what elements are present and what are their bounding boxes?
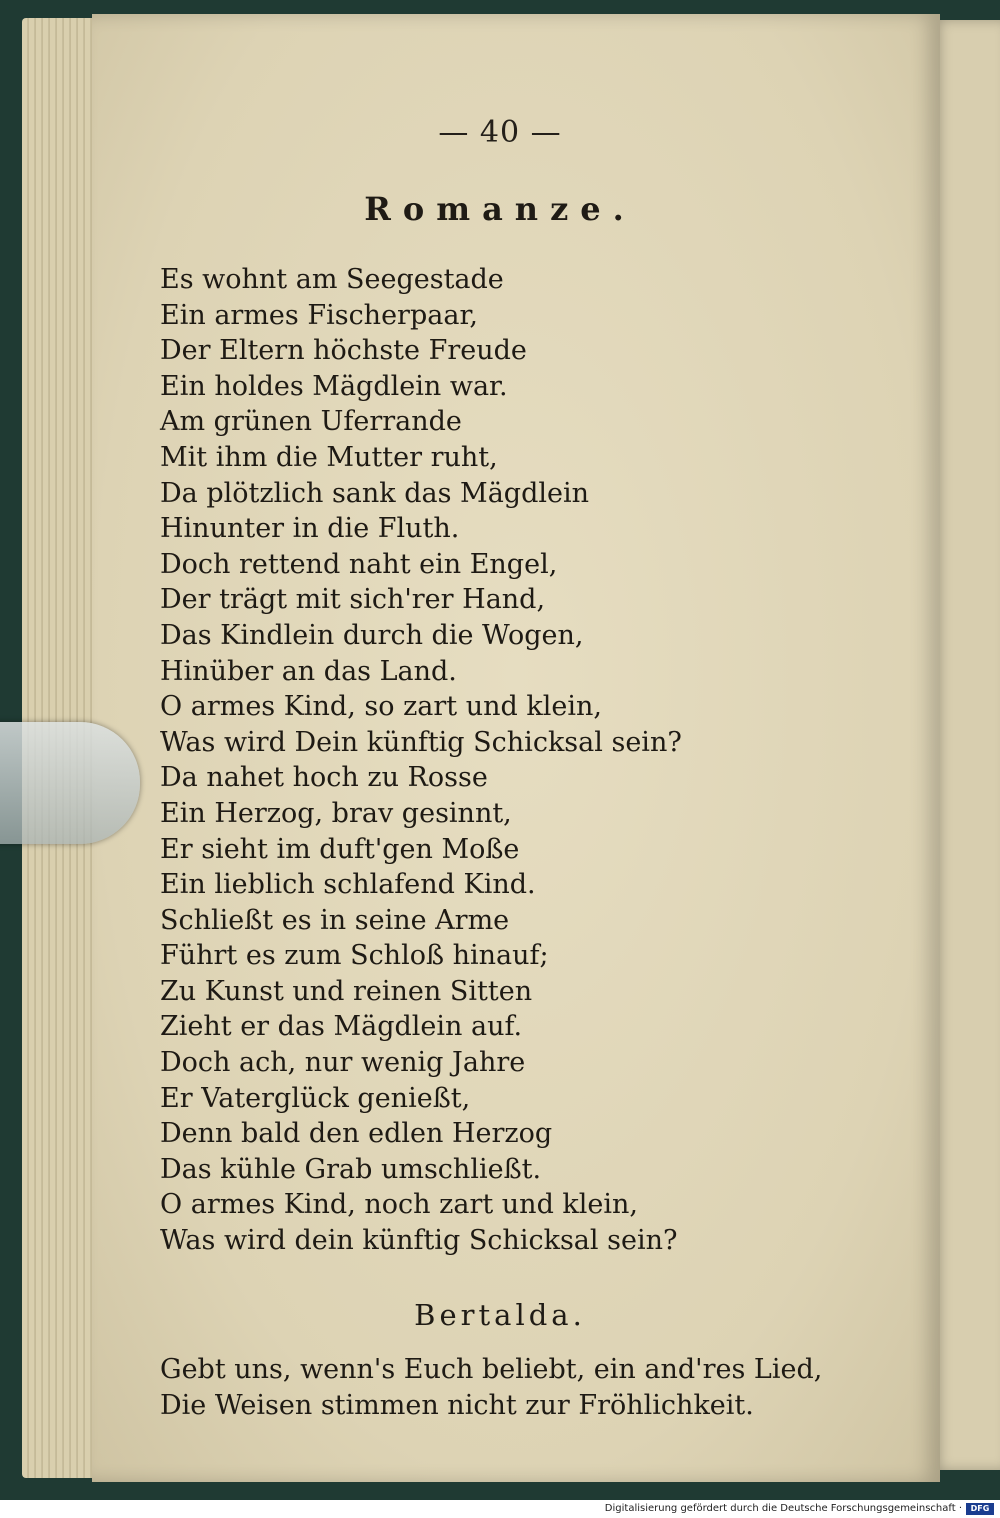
poem-line: Das Kindlein durch die Wogen, (160, 619, 584, 651)
poem-line: Ein Herzog, brav gesinnt, (160, 797, 512, 829)
credit-bar (0, 1500, 1000, 1518)
dfg-logo: DFG (966, 1503, 994, 1515)
poem-line: Zu Kunst und reinen Sitten (160, 975, 533, 1007)
poem-line: Es wohnt am Seegestade (160, 264, 504, 295)
poem-line: Da nahet hoch zu Rosse (160, 762, 488, 794)
poem-line: O armes Kind, noch zart und klein, (160, 1189, 639, 1221)
poem-line: Denn bald den edlen Herzog (160, 1118, 553, 1150)
poem-line: Er Vaterglück genießt, (160, 1082, 471, 1114)
poem-line: Was wird Dein künftig Schicksal sein? (160, 726, 682, 758)
poem-line: Führt es zum Schloß hinauf; (160, 940, 549, 972)
poem-line: Ein holdes Mägdlein war. (160, 370, 508, 402)
poem-line: Der Eltern höchste Freude (160, 335, 527, 367)
poem-line: Ein lieblich schlafend Kind. (160, 869, 536, 901)
dialogue-line: Gebt uns, wenn's Euch beliebt, ein and'res Lied, (160, 1354, 823, 1385)
page-number-header: — 40 — (438, 115, 562, 150)
poem-line: Der trägt mit sich'rer Hand, (160, 584, 546, 616)
dialogue-line: Die Weisen stimmen nicht zur Fröhlichkeit. (160, 1390, 754, 1421)
poem-line: Er sieht im duft'gen Moße (160, 833, 520, 865)
bookmark-clip (0, 722, 140, 844)
dialogue-text (160, 1352, 890, 1424)
poem-line: O armes Kind, so zart und klein, (160, 691, 602, 723)
poem-line: Mit ihm die Mutter ruht, (160, 441, 498, 473)
poem-line: Zieht er das Mägdlein auf. (160, 1011, 523, 1043)
poem-line: Doch rettend naht ein Engel, (160, 548, 558, 580)
poem-line: Hinunter in die Fluth. (160, 513, 460, 545)
poem-line: Doch ach, nur wenig Jahre (160, 1047, 526, 1079)
poem-line: Was wird dein künftig Schicksal sein? (160, 1225, 678, 1257)
speaker-name: Bertalda. (414, 1298, 586, 1332)
poem-title: Romanze. (364, 190, 636, 228)
poem-text (160, 262, 880, 1259)
funding-credit: Digitalisierung gefördert durch die Deutsche Forschungsgemeinschaft · (604, 1503, 962, 1514)
poem-line: Da plötzlich sank das Mägdlein (160, 477, 589, 509)
poem-line: Ein armes Fischerpaar, (160, 299, 478, 331)
poem-line: Das kühle Grab umschließt. (160, 1153, 542, 1185)
poem-line: Schließt es in seine Arme (160, 904, 510, 936)
facing-page (932, 20, 1000, 1470)
poem-line: Am grünen Uferrande (160, 406, 462, 438)
poem-line: Hinüber an das Land. (160, 655, 457, 687)
